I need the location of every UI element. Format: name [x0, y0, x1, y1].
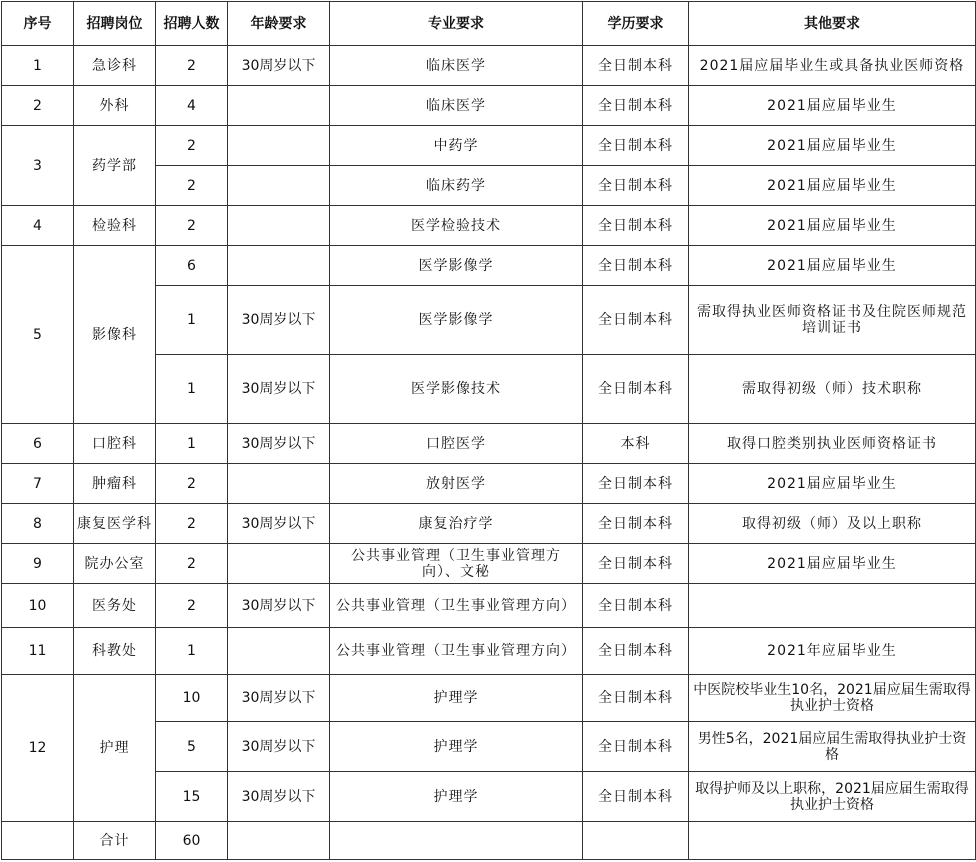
cell-no: 6 [2, 424, 74, 464]
cell-education: 全日制本科 [583, 628, 689, 675]
header-row [2, 2, 976, 46]
cell-no: 8 [2, 504, 74, 544]
cell-major: 医学影像学 [330, 286, 583, 355]
cell-major: 医学影像学 [330, 246, 583, 286]
cell-education: 全日制本科 [583, 46, 689, 86]
cell-count: 1 [156, 628, 228, 675]
cell-other: 2021届应届毕业生 [689, 246, 976, 286]
cell-no: 2 [2, 86, 74, 126]
cell-age: 30周岁以下 [228, 46, 330, 86]
cell-education: 全日制本科 [583, 126, 689, 166]
recruitment-table [1, 1, 976, 860]
cell-position: 护理 [74, 675, 156, 822]
cell-education: 全日制本科 [583, 504, 689, 544]
header-count: 招聘人数 [156, 2, 228, 46]
cell-position: 影像科 [74, 246, 156, 424]
cell-no [2, 822, 74, 860]
header-age: 年龄要求 [228, 2, 330, 46]
cell-other: 需取得执业医师资格证书及住院医师规范培训证书 [689, 286, 976, 355]
table-row [2, 544, 976, 584]
total-row [2, 822, 976, 860]
cell-major: 康复治疗学 [330, 504, 583, 544]
table-row [2, 46, 976, 86]
cell-count: 2 [156, 464, 228, 504]
cell-no: 3 [2, 126, 74, 206]
cell-age [228, 246, 330, 286]
cell-other: 2021届应届毕业生 [689, 206, 976, 246]
cell-position: 肿瘤科 [74, 464, 156, 504]
cell-no: 10 [2, 584, 74, 628]
cell-count: 2 [156, 544, 228, 584]
cell-age: 30周岁以下 [228, 504, 330, 544]
cell-other: 2021届应届毕业生 [689, 86, 976, 126]
cell-age [228, 126, 330, 166]
cell-age: 30周岁以下 [228, 355, 330, 424]
cell-other: 取得口腔类别执业医师资格证书 [689, 424, 976, 464]
cell-major: 医学影像技术 [330, 355, 583, 424]
header-other: 其他要求 [689, 2, 976, 46]
table-row [2, 584, 976, 628]
cell-count: 2 [156, 46, 228, 86]
cell-count: 2 [156, 166, 228, 206]
cell-position: 口腔科 [74, 424, 156, 464]
cell-count: 10 [156, 675, 228, 722]
cell-count: 6 [156, 246, 228, 286]
cell-major: 口腔医学 [330, 424, 583, 464]
cell-major: 公共事业管理（卫生事业管理方向）、文秘 [330, 544, 583, 584]
cell-age: 30周岁以下 [228, 286, 330, 355]
cell-major: 护理学 [330, 722, 583, 772]
cell-education: 全日制本科 [583, 246, 689, 286]
cell-age [228, 544, 330, 584]
table-row [2, 504, 976, 544]
cell-education [583, 822, 689, 860]
cell-major: 护理学 [330, 772, 583, 822]
table-row [2, 628, 976, 675]
cell-other: 需取得初级（师）技术职称 [689, 355, 976, 424]
cell-age: 30周岁以下 [228, 675, 330, 722]
cell-age: 30周岁以下 [228, 722, 330, 772]
header-position: 招聘岗位 [74, 2, 156, 46]
cell-education: 全日制本科 [583, 584, 689, 628]
cell-count: 15 [156, 772, 228, 822]
cell-count: 2 [156, 206, 228, 246]
header-education: 学历要求 [583, 2, 689, 46]
cell-no: 4 [2, 206, 74, 246]
cell-position: 科教处 [74, 628, 156, 675]
cell-count: 1 [156, 286, 228, 355]
cell-no: 9 [2, 544, 74, 584]
cell-other: 2021届应届毕业生 [689, 126, 976, 166]
cell-age [228, 822, 330, 860]
cell-other [689, 584, 976, 628]
header-no: 序号 [2, 2, 74, 46]
cell-major: 护理学 [330, 675, 583, 722]
cell-age [228, 166, 330, 206]
cell-education: 全日制本科 [583, 675, 689, 722]
cell-count: 4 [156, 86, 228, 126]
cell-major: 临床医学 [330, 46, 583, 86]
cell-age: 30周岁以下 [228, 584, 330, 628]
cell-other: 2021届应届毕业生 [689, 464, 976, 504]
cell-count: 1 [156, 355, 228, 424]
cell-education: 全日制本科 [583, 355, 689, 424]
cell-other: 2021年应届毕业生 [689, 628, 976, 675]
cell-other: 中医院校毕业生10名，2021届应届生需取得执业护士资格 [689, 675, 976, 722]
cell-education: 本科 [583, 424, 689, 464]
table-row [2, 246, 976, 286]
cell-age [228, 206, 330, 246]
table-row [2, 86, 976, 126]
cell-count: 1 [156, 424, 228, 464]
cell-other: 2021届应届毕业生 [689, 544, 976, 584]
table-row [2, 424, 976, 464]
table-row [2, 464, 976, 504]
cell-education: 全日制本科 [583, 464, 689, 504]
cell-age: 30周岁以下 [228, 424, 330, 464]
cell-major: 医学检验技术 [330, 206, 583, 246]
cell-other: 取得初级（师）及以上职称 [689, 504, 976, 544]
cell-no: 5 [2, 246, 74, 424]
cell-position: 外科 [74, 86, 156, 126]
cell-other: 取得护师及以上职称，2021届应届生需取得执业护士资格 [689, 772, 976, 822]
total-label: 合计 [74, 822, 156, 860]
cell-major: 公共事业管理（卫生事业管理方向） [330, 628, 583, 675]
cell-position: 检验科 [74, 206, 156, 246]
cell-count: 2 [156, 584, 228, 628]
cell-other: 男性5名，2021届应届生需取得执业护士资格 [689, 722, 976, 772]
table-row [2, 206, 976, 246]
cell-no: 12 [2, 675, 74, 822]
table-row [2, 675, 976, 722]
cell-age [228, 86, 330, 126]
cell-education: 全日制本科 [583, 286, 689, 355]
cell-major: 临床药学 [330, 166, 583, 206]
cell-major: 中药学 [330, 126, 583, 166]
cell-education: 全日制本科 [583, 544, 689, 584]
header-major: 专业要求 [330, 2, 583, 46]
cell-count: 2 [156, 126, 228, 166]
cell-no: 11 [2, 628, 74, 675]
cell-position: 急诊科 [74, 46, 156, 86]
cell-major: 临床医学 [330, 86, 583, 126]
cell-age [228, 464, 330, 504]
cell-education: 全日制本科 [583, 86, 689, 126]
cell-count: 5 [156, 722, 228, 772]
cell-position: 院办公室 [74, 544, 156, 584]
cell-no: 7 [2, 464, 74, 504]
cell-other: 2021届应届毕业生或具备执业医师资格 [689, 46, 976, 86]
cell-age: 30周岁以下 [228, 772, 330, 822]
cell-position: 康复医学科 [74, 504, 156, 544]
cell-major: 公共事业管理（卫生事业管理方向） [330, 584, 583, 628]
cell-other [689, 822, 976, 860]
table-row [2, 126, 976, 166]
cell-count: 2 [156, 504, 228, 544]
cell-other: 2021届应届毕业生 [689, 166, 976, 206]
cell-education: 全日制本科 [583, 206, 689, 246]
total-count: 60 [156, 822, 228, 860]
cell-no: 1 [2, 46, 74, 86]
cell-major: 放射医学 [330, 464, 583, 504]
cell-education: 全日制本科 [583, 772, 689, 822]
cell-education: 全日制本科 [583, 722, 689, 772]
cell-major [330, 822, 583, 860]
cell-position: 医务处 [74, 584, 156, 628]
cell-education: 全日制本科 [583, 166, 689, 206]
cell-age [228, 628, 330, 675]
cell-position: 药学部 [74, 126, 156, 206]
